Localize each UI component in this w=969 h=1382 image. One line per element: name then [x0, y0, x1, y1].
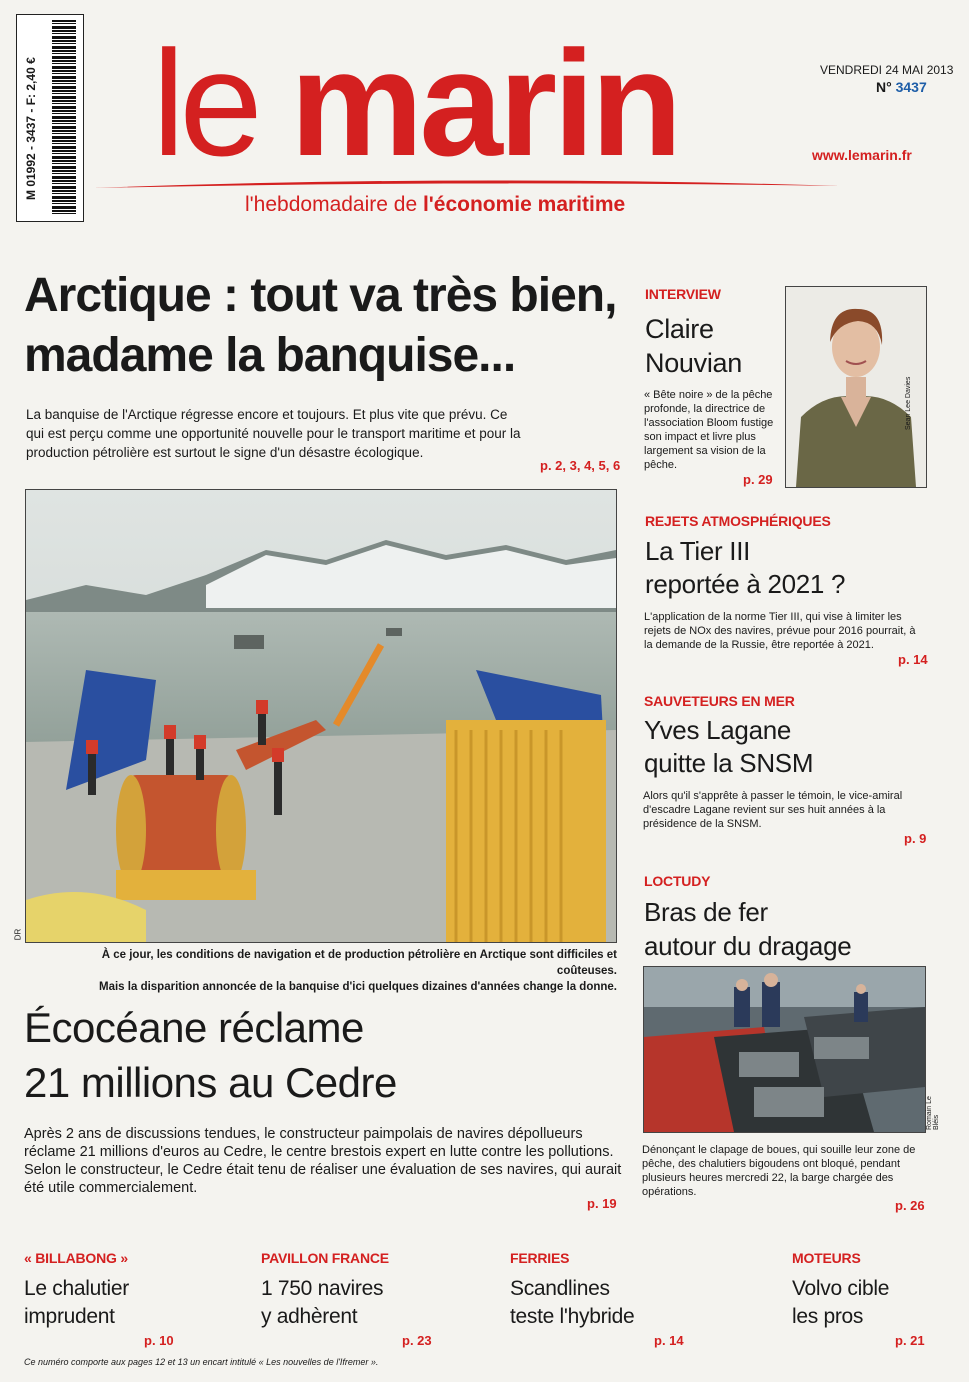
sauveteurs-headline[interactable]: Yves Lagane quitte la SNSM — [644, 715, 814, 778]
bottom-page-ref-pavillon[interactable]: p. 23 — [402, 1333, 432, 1348]
bottom-headline-moteurs[interactable]: Volvo cible les pros — [792, 1277, 890, 1328]
issue-date: VENDREDI 24 MAI 2013 — [820, 63, 954, 77]
logo-swoosh — [94, 178, 839, 190]
loctudy-photo-credit: Romain Le Bléis — [926, 1096, 940, 1130]
bottom-kicker-pavillon: PAVILLON FRANCE — [261, 1250, 389, 1266]
sauveteurs-summary: Alors qu'il s'apprête à passer le témoin, le vice-amiral d'escadre Lagane revient sur ses huit années à la présidence de la SNSM. — [643, 790, 903, 830]
loctudy-page-ref[interactable]: p. 26 — [895, 1198, 925, 1213]
lead-photo-credit: DR — [13, 928, 23, 941]
bottom-page-ref-moteurs[interactable]: p. 21 — [895, 1333, 925, 1348]
loctudy-photo — [643, 966, 926, 1133]
bottom-headline-ferries[interactable]: Scandlines teste l'hybride — [510, 1277, 635, 1328]
tagline: l'hebdomadaire de l'économie maritime — [245, 193, 626, 216]
lead-summary: La banquise de l'Arctique régresse encore et toujours. Et plus vite que prévu. Ce qui est perçu comme une opportunité nouvelle pour le transport maritime et pour la production pétrolière est surtout le signe d'un désastre écologique. — [26, 407, 521, 460]
barcode — [52, 20, 76, 215]
footer-note: Ce numéro comporte aux pages 12 et 13 un encart intitulé « Les nouvelles de l'Ifremer ». — [24, 1357, 379, 1367]
logo-le: le — [152, 19, 257, 187]
lead-headline[interactable]: Arctique : tout va très bien, madame la banquise... — [24, 269, 617, 382]
bottom-headline-billabong[interactable]: Le chalutier imprudent — [24, 1277, 129, 1328]
lead-page-ref[interactable]: p. 2, 3, 4, 5, 6 — [540, 458, 621, 473]
bottom-kicker-ferries: FERRIES — [510, 1250, 570, 1266]
interview-page-ref[interactable]: p. 29 — [743, 472, 773, 487]
arctic-ship-deck-image — [26, 490, 616, 942]
bottom-headline-pavillon[interactable]: 1 750 navires y adhèrent — [261, 1277, 384, 1328]
second-page-ref[interactable]: p. 19 — [587, 1196, 617, 1211]
interview-kicker: INTERVIEW — [645, 286, 721, 302]
rejets-headline[interactable]: La Tier III reportée à 2021 ? — [645, 536, 846, 599]
loctudy-headline[interactable]: Bras de fer autour du dragage — [644, 897, 852, 961]
second-summary: Après 2 ans de discussions tendues, le constructeur paimpolais de navires dépollueurs réclame 21 millions d'euros au Cedre, le centre brestois expert en lutte contre les pollutions. Selon le constructeur, le Cedre était tenu de réaliser une évaluation de ses navires, qui aurait été utile commercialement. — [24, 1126, 622, 1196]
barcode-price-text: M 01992 - 3437 - F: 2,40 € — [24, 57, 38, 200]
interview-headline[interactable]: Claire Nouvian — [645, 314, 742, 378]
rejets-page-ref[interactable]: p. 14 — [898, 652, 928, 667]
logo-marin: marin — [290, 19, 679, 187]
lead-photo-caption: À ce jour, les conditions de navigation et de production pétrolière en Arctique sont difficiles et coûteuses. Mais la disparition annoncée de la banquise d'ici quelques dizaines d'années change la donne. — [99, 949, 617, 993]
bottom-kicker-moteurs: MOTEURS — [792, 1250, 861, 1266]
rejets-kicker: REJETS ATMOSPHÉRIQUES — [645, 513, 831, 529]
sauveteurs-kicker: SAUVETEURS EN MER — [644, 693, 795, 709]
portrait-credit: Sean Lee Davies — [905, 376, 912, 430]
bottom-page-ref-ferries[interactable]: p. 14 — [654, 1333, 684, 1348]
second-headline[interactable]: Écocéane réclame 21 millions au Cedre — [24, 1004, 397, 1106]
bottom-page-ref-billabong[interactable]: p. 10 — [144, 1333, 174, 1348]
bottom-kicker-billabong: « BILLABONG » — [24, 1250, 128, 1266]
issue-number: N° 3437 — [876, 79, 927, 95]
interview-summary: « Bête noire » de la pêche profonde, la directrice de l'association Bloom fustige son impact et livre plus largement sa vision de la pêche. — [644, 389, 774, 471]
loctudy-kicker: LOCTUDY — [644, 873, 711, 889]
loctudy-summary: Dénonçant le clapage de boues, qui souille leur zone de pêche, des chalutiers bigoudens ont bloqué, pendant plusieurs heures mercredi 22, la barge chargée des opérations. — [642, 1144, 916, 1198]
lead-photo — [25, 489, 617, 943]
sauveteurs-page-ref[interactable]: p. 9 — [904, 831, 927, 846]
website-link[interactable]: www.lemarin.fr — [812, 147, 912, 163]
rejets-summary: L'application de la norme Tier III, qui vise à limiter les rejets de NOx des navires, prévue pour 2016 pourrait, à la demande de la Russie, être reportée à 2021. — [644, 611, 916, 651]
fishermen-image — [644, 967, 925, 1132]
